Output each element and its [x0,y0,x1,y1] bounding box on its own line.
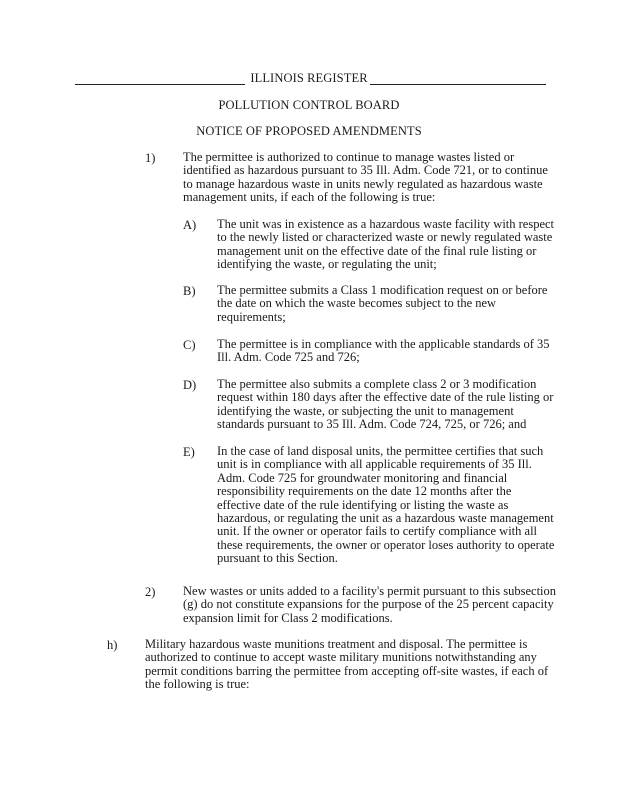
item-2-number: 2) [145,585,156,599]
notice-title: NOTICE OF PROPOSED AMENDMENTS [196,124,422,138]
item-e-text: In the case of land disposal units, the permittee certifies that such unit is in compliance with all applicable requirements of 35 Ill. Adm. Code 725 for groundwater monitoring and financial responsibility requirements on the date 12 months after the effective date of the rule identifying or listing the waste as hazardous, or regulating the unit as a hazardous waste management unit. If the owner or operator fails to certify compliance with all these requirements, the owner or operator loses authority to operate pursuant to this Section. [217,444,555,566]
item-2-text: New wastes or units added to a facility's permit pursuant to this subsection (g) do not constitute expansions for the purpose of the 25 percent capacity expansion limit for Class 2 modifications. [183,584,557,625]
register-title: ILLINOIS REGISTER [250,71,368,85]
item-a-text: The unit was in existence as a hazardous waste facility with respect to the newly listed or characterized waste or newly regulated waste management unit on the effective date of the final rule listing or identifying the waste, or regulating the unit; [217,217,555,272]
board-title: POLLUTION CONTROL BOARD [218,98,400,112]
item-1-number: 1) [145,151,156,165]
item-c-number: C) [183,338,196,352]
item-h-text: Military hazardous waste munitions treatment and disposal. The permittee is authorized to continue to accept waste military munitions notwithstanding any permit conditions barring the permittee from accepting off-site wastes, if each of the following is true: [145,637,549,692]
item-a-number: A) [183,218,197,232]
item-d-number: D) [183,378,197,392]
item-c-text: The permittee is in compliance with the applicable standards of 35 Ill. Adm. Code 725 and 726; [217,337,550,365]
item-h-number: h) [107,638,118,652]
item-b-text: The permittee submits a Class 1 modification request on or before the date on which the waste becomes subject to the new requirements; [217,283,548,324]
item-e-number: E) [183,445,195,459]
item-d-text: The permittee also submits a complete class 2 or 3 modification request within 180 days after the effective date of the rule listing or identifying the waste, or subjecting the unit to management standards pursuant to 35 Ill. Adm. Code 724, 725, or 726; and [217,377,554,432]
item-b-number: B) [183,284,196,298]
item-1-text: The permittee is authorized to continue to manage wastes listed or identified as hazardous pursuant to 35 Ill. Adm. Code 721, or to continue to manage hazardous waste in units newly regulated as hazardous waste management units, if each of the following is true: [183,150,548,205]
